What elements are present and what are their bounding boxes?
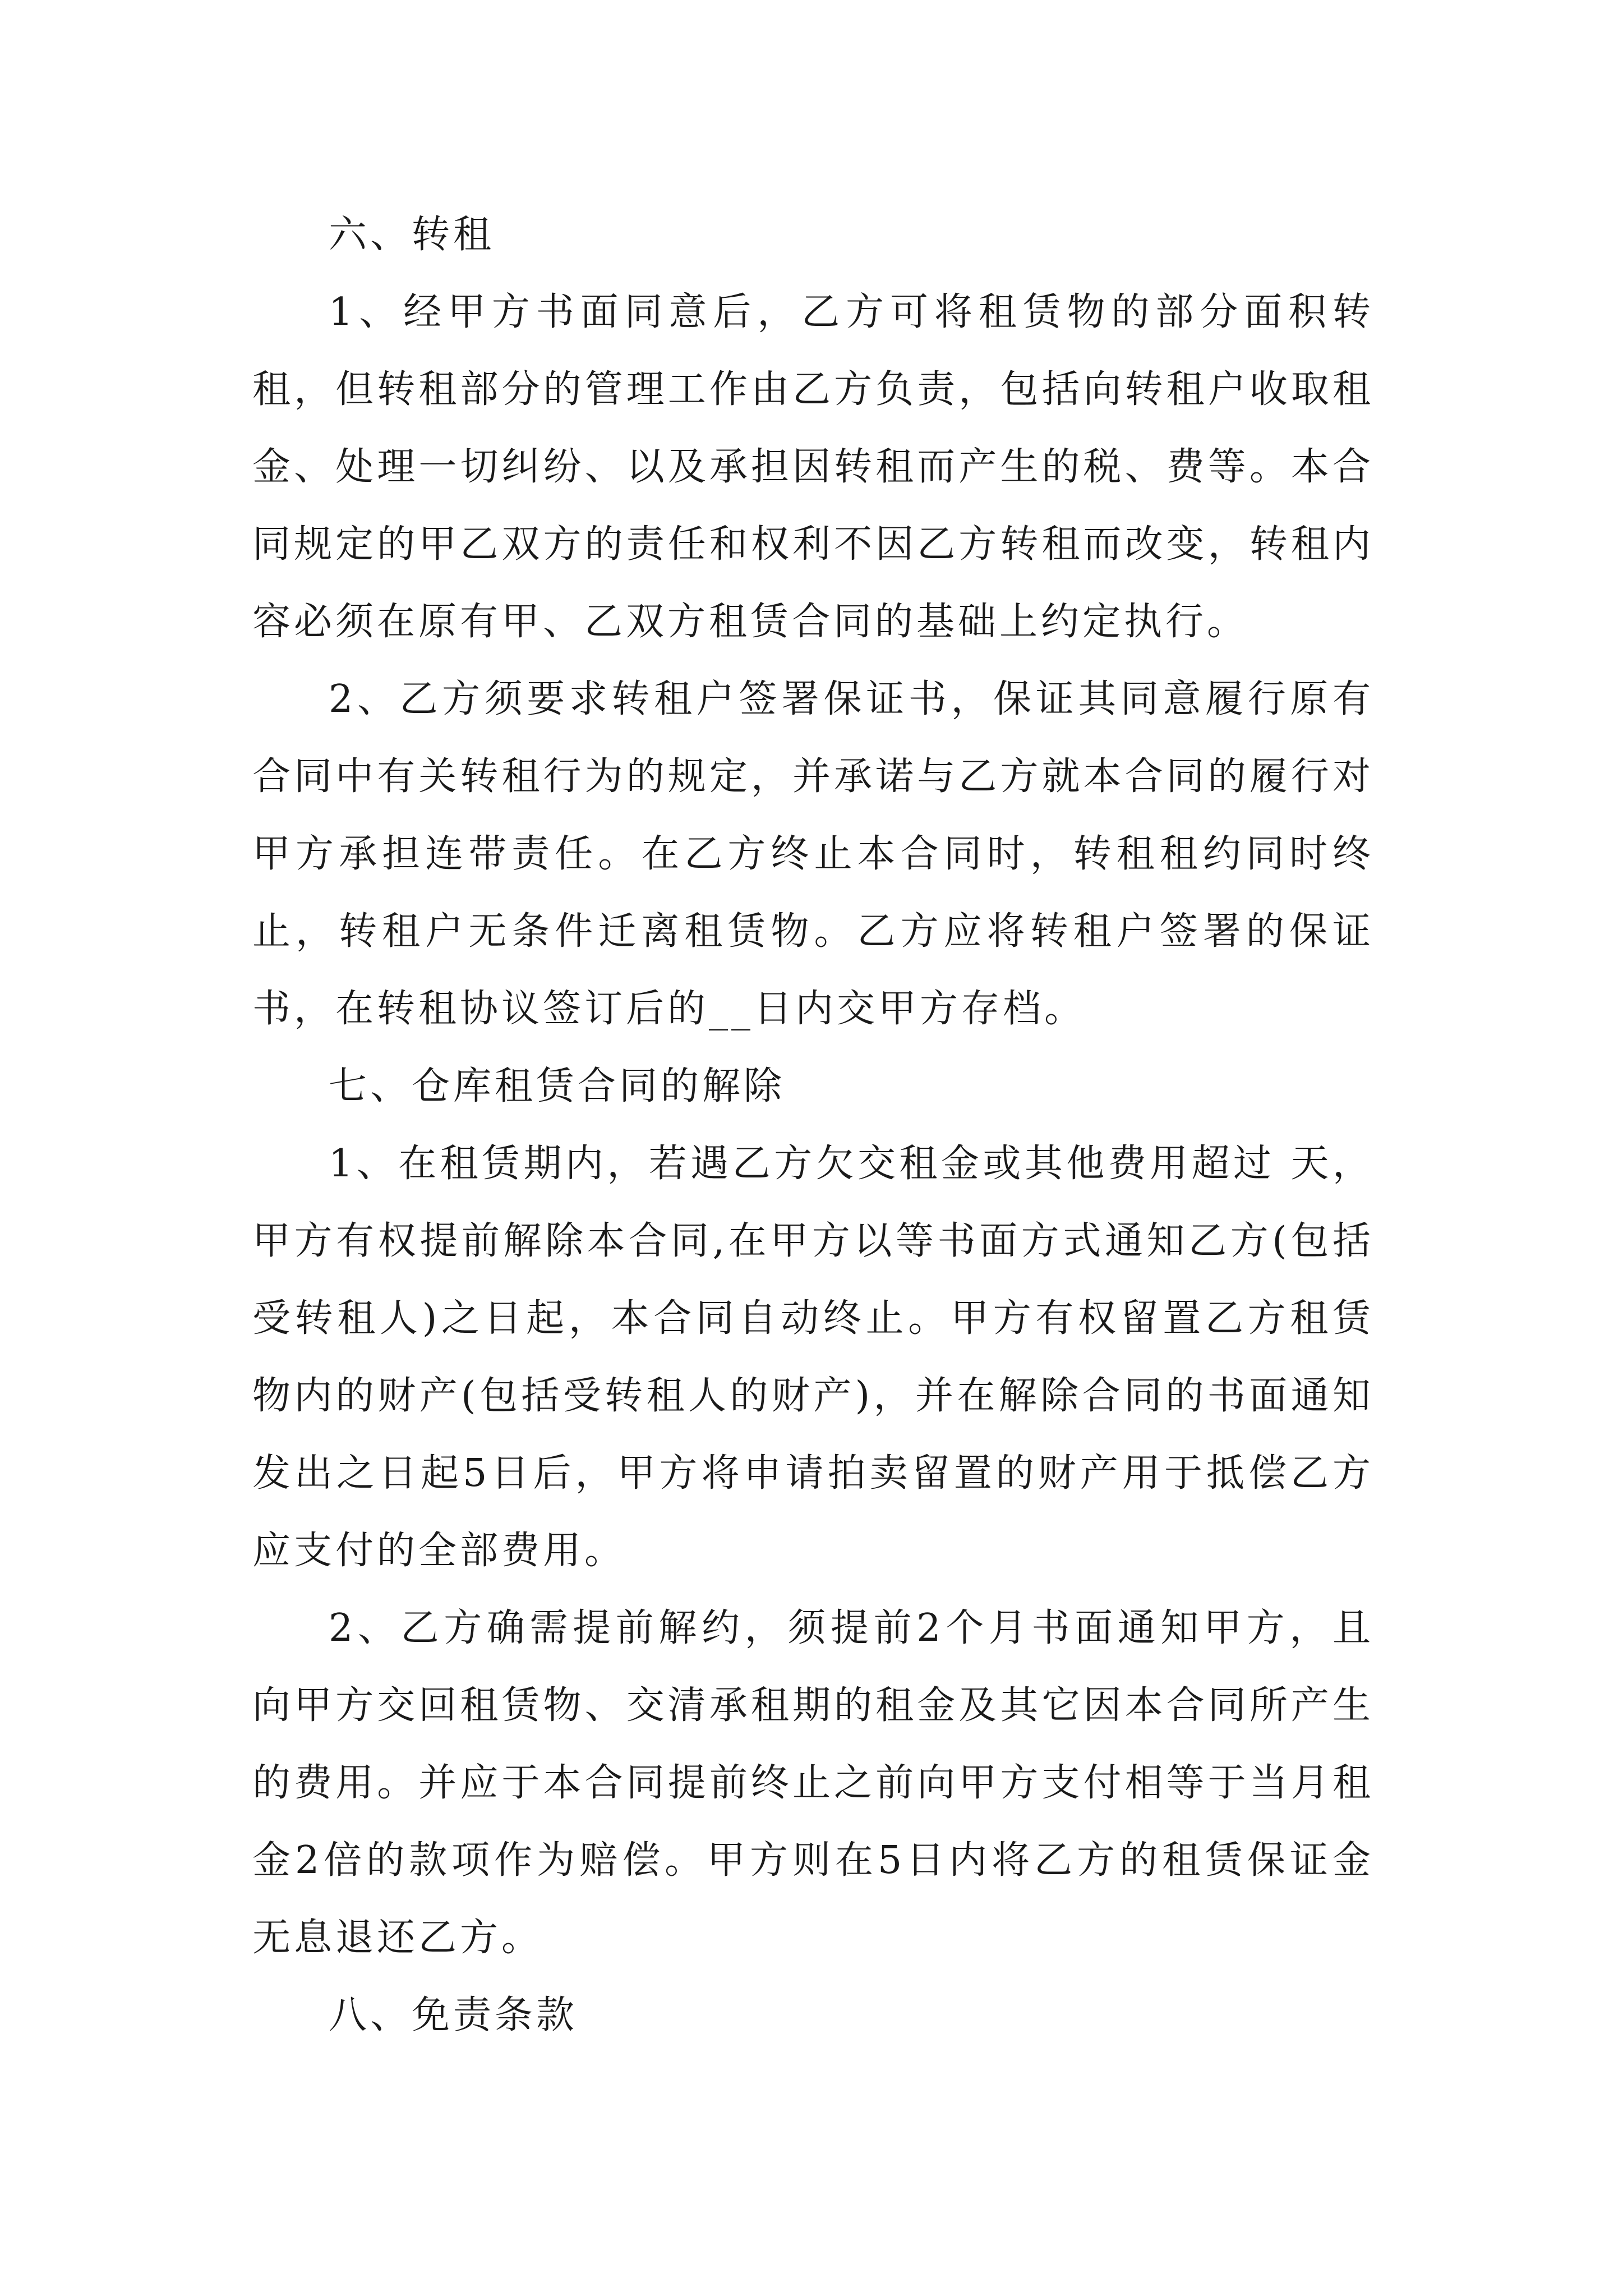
section-heading-termination: 七、仓库租赁合同的解除 <box>329 1064 786 1108</box>
paragraph-termination-2: 2、乙方确需提前解约，须提前2个月书面通知甲方，且向甲方交回租赁物、交清承租期的租金及其它因本合同所产生的费用。并应于本合同提前终止之前向甲方支付相等于当月租金2倍的款项作为赔偿。甲方则在5日内将乙方的租赁保证金无息退还乙方。 <box>252 1606 1374 1960</box>
section-heading-exemption: 八、免责条款 <box>329 1993 578 2037</box>
paragraph-termination-1: 1、在租赁期内，若遇乙方欠交租金或其他费用超过 天，甲方有权提前解除本合同,在甲方以等书面方式通知乙方(包括受转租人)之日起，本合同自动终止。甲方有权留置乙方租赁物内的财产(包括受转租人的财产)，并在解除合同的书面通知发出之日起5日后，甲方将申请拍卖留置的财产用于抵偿乙方应支付的全部费用。 <box>252 1142 1374 1573</box>
document-body <box>252 196 1374 2054</box>
section-heading-sublease: 六、转租 <box>329 213 495 257</box>
paragraph-sublease-2: 2、乙方须要求转租户签署保证书，保证其同意履行原有合同中有关转租行为的规定，并承诺与乙方就本合同的履行对甲方承担连带责任。在乙方终止本合同时，转租租约同时终止，转租户无条件迁离租赁物。乙方应将转租户签署的保证书，在转租协议签订后的__日内交甲方存档。 <box>252 677 1374 1031</box>
paragraph-sublease-1: 1、经甲方书面同意后，乙方可将租赁物的部分面积转租，但转租部分的管理工作由乙方负责，包括向转租户收取租金、处理一切纠纷、以及承担因转租而产生的税、费等。本合同规定的甲乙双方的责任和权利不因乙方转租而改变，转租内容必须在原有甲、乙双方租赁合同的基础上约定执行。 <box>252 290 1374 644</box>
